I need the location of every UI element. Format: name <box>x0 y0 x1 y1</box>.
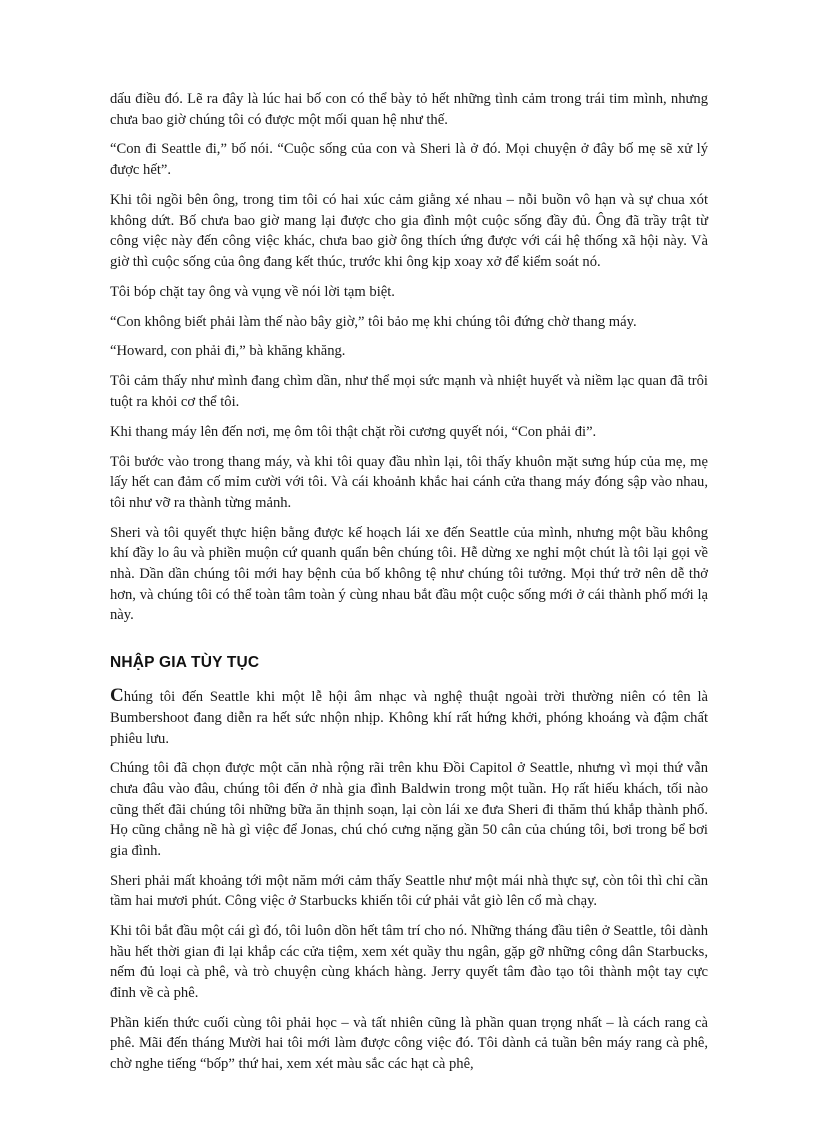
paragraph: Khi thang máy lên đến nơi, mẹ ôm tôi thật chặt rồi cương quyết nói, “Con phải đi”. <box>110 423 597 440</box>
section-heading: NHẬP GIA TÙY TỤC <box>110 653 260 671</box>
opening-paragraph-text: húng tôi đến Seattle khi một lễ hội âm nhạc và nghệ thuật ngoài trời thường niên có tên là Bumbershoot đang diễn ra hết sức nhộn nhịp. Không khí rất hứng khởi, phóng khoáng và đậm chất phiêu lưu. <box>110 689 708 747</box>
paragraph: Chúng tôi đã chọn được một căn nhà rộng rãi trên khu Đồi Capitol ở Seattle, nhưng vì mọi thứ vẫn chưa đâu vào đâu, chúng tôi đến ở nhà gia đình Baldwin trong một tuần. Họ rất hiếu khách, tối nào cũng thết đãi chúng tôi những bữa ăn thịnh soạn, lại còn lái xe đưa Sheri đi thăm thú khắp thành phố. Họ cũng chẳng nề hà gì việc để Jonas, chú chó cưng nặng gần 50 cân của chúng tôi, bơi trong bể bơi gia đình. <box>110 760 708 859</box>
opening-paragraph <box>110 687 708 749</box>
paragraph: Tôi cảm thấy như mình đang chìm dần, như thể mọi sức mạnh và nhiệt huyết và niềm lạc quan đã trôi tuột ra khỏi cơ thể tôi. <box>110 373 708 410</box>
paragraph: Khi tôi ngồi bên ông, trong tim tôi có hai xúc cảm giằng xé nhau – nỗi buồn vô hạn và sự chua xót không dứt. Bố chưa bao giờ mang lại được cho gia đình một cuộc sống đầy đủ. Ông đã trầy trật từ công việc này đến công việc khác, chưa bao giờ ông thích ứng được với cái hệ thống xã hội này. Và giờ thì cuộc sống của ông đang kết thúc, trước khi ông kịp xoay xở để kiểm soát nó. <box>110 191 708 270</box>
paragraph: Phần kiến thức cuối cùng tôi phải học – và tất nhiên cũng là phần quan trọng nhất – là cách rang cà phê. Mãi đến tháng Mười hai tôi mới làm được công việc đó. Tôi dành cả tuần bên máy rang cà phê, chờ nghe tiếng “bốp” thứ hai, xem xét màu sắc các hạt cà phê, <box>110 1014 708 1073</box>
paragraph: Tôi bước vào trong thang máy, và khi tôi quay đầu nhìn lại, tôi thấy khuôn mặt sưng húp của mẹ, mẹ lấy hết can đảm cố mỉm cười với tôi. Và cái khoảnh khắc hai cánh cửa thang máy đóng sập vào nhau, tôi như vỡ ra thành từng mảnh. <box>110 453 708 511</box>
paragraph: “Con đi Seattle đi,” bố nói. “Cuộc sống của con và Sheri là ở đó. Mọi chuyện ở đây bố mẹ sẽ xử lý được hết”. <box>110 141 708 179</box>
paragraph: Sheri và tôi quyết thực hiện bằng được kế hoạch lái xe đến Seattle của mình, nhưng một bầu không khí đầy lo âu và phiền muộn cứ quanh quẩn bên chúng tôi. Hễ dừng xe nghỉ một chút là tôi lại gọi về nhà. Dần dần chúng tôi mới hay bệnh của bố không tệ như chúng tôi tưởng. Mọi thứ trở nên dễ thở hơn, và chúng tôi có thể toàn tâm toàn ý cùng nhau bắt đầu một cuộc sống mới ở cái thành phố mới lạ này. <box>110 524 708 624</box>
drop-cap-letter: C <box>110 685 124 707</box>
paragraph: Tôi bóp chặt tay ông và vụng về nói lời tạm biệt. <box>110 283 395 300</box>
paragraph: “Con không biết phải làm thế nào bây giờ,” tôi bảo mẹ khi chúng tôi đứng chờ thang máy. <box>110 313 637 330</box>
paragraph: dấu điều đó. Lẽ ra đây là lúc hai bố con có thể bày tỏ hết những tình cảm trong trái tim mình, nhưng chưa bao giờ chúng tôi có được một mối quan hệ như thế. <box>110 91 708 128</box>
paragraph: “Howard, con phải đi,” bà khăng khăng. <box>110 343 346 360</box>
paragraph: Sheri phải mất khoảng tới một năm mới cảm thấy Seattle như một mái nhà thực sự, còn tôi thì chỉ cần tầm hai mươi phút. Công việc ở Starbucks khiến tôi cứ phải vắt giò lên cổ mà chạy. <box>110 872 708 910</box>
book-page <box>110 89 708 1084</box>
paragraph: Khi tôi bắt đầu một cái gì đó, tôi luôn dồn hết tâm trí cho nó. Những tháng đầu tiên ở Seattle, tôi dành hầu hết thời gian đi lại khắp các cửa tiệm, xem xét quầy thu ngân, gặp gỡ những công dân Starbucks, nếm đủ loại cà phê, và trò chuyện cùng khách hàng. Jerry quyết tâm đào tạo tôi thành một tay cực đỉnh về cà phê. <box>110 923 708 1001</box>
